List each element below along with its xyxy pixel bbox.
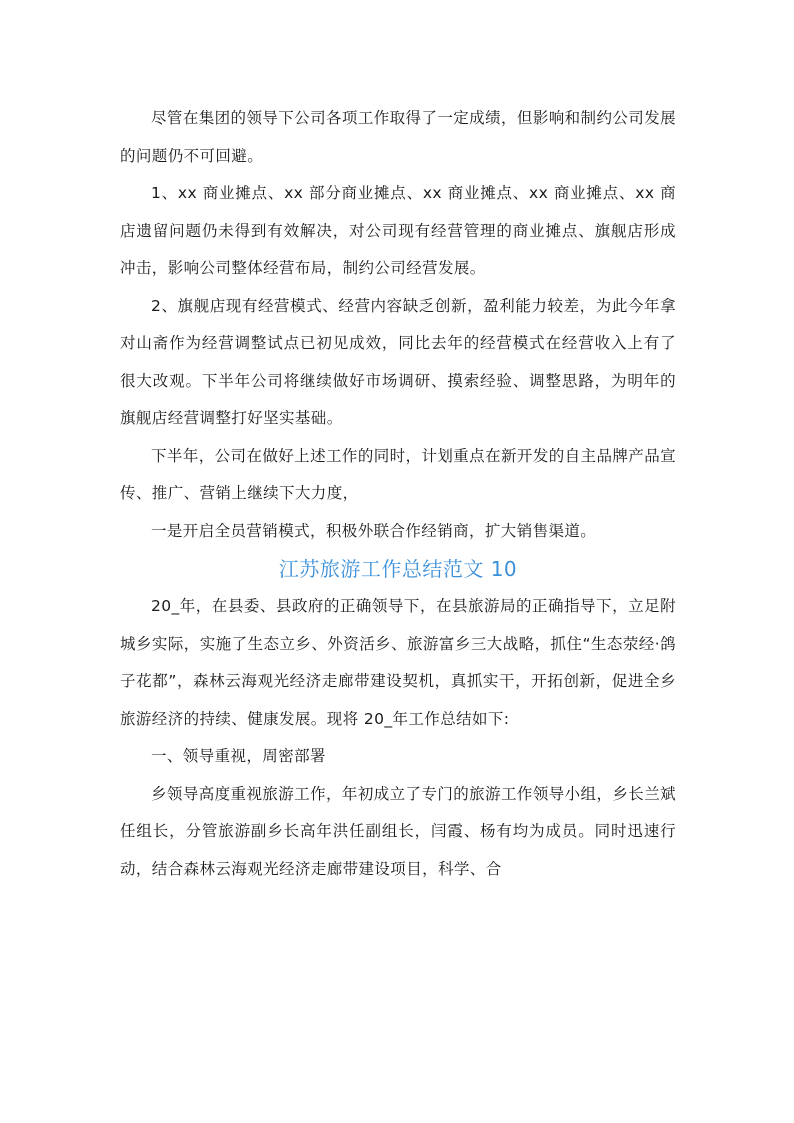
section-heading: 江苏旅游工作总结范文 10 — [278, 557, 518, 581]
paragraph-sales-mode: 一是开启全员营销模式，积极外联合作经销商，扩大销售渠道。 — [151, 521, 597, 540]
paragraph-subheading-leadership: 一、领导重视，周密部署 — [151, 747, 326, 765]
paragraph-problems-intro: 尽管在集团的领导下公司各项工作取得了一定成绩，但影响和制约公司发展的问题仍不可回避。 — [120, 109, 676, 165]
paragraph-second-half-plan: 下半年，公司在做好上述工作的同时，计划重点在新开发的自主品牌产品宣传、推广、营销上继续下大力度， — [120, 446, 676, 502]
paragraph-issue-1: 1、xx 商业摊点、xx 部分商业摊点、xx 商业摊点、xx 商业摊点、xx 商店遗留问题仍未得到有效解决，对公司现有经营管理的商业摊点、旗舰店形成冲击，影响公司整体经营布局，制约公司经营发展。 — [120, 184, 676, 277]
paragraph-issue-2: 2、旗舰店现有经营模式、经营内容缺乏创新，盈利能力较差，为此今年拿对山斋作为经营调整试点已初见成效，同比去年的经营模式在经营收入上有了很大改观。下半年公司将继续做好市场调研、摸索经验、调整思路，为明年的旗舰店经营调整打好坚实基础。 — [120, 296, 676, 427]
paragraph-leadership-detail: 乡领导高度重视旅游工作，年初成立了专门的旅游工作领导小组，乡长兰斌任组长，分管旅游副乡长高年洪任副组长，闫霞、杨有均为成员。同时迅速行动，结合森林云海观光经济走廊带建设项目，科学、合 — [120, 784, 676, 878]
document-page — [120, 100, 676, 888]
paragraph-summary-intro: 20_年，在县委、县政府的正确领导下，在县旅游局的正确指导下，立足附城乡实际，实施了生态立乡、外资活乡、旅游富乡三大战略，抓住“生态荥经·鸽子花都”，森林云海观光经济走廊带建设契机，真抓实干，开拓创新，促进全乡旅游经济的持续、健康发展。现将 20_年工作总结如下: — [120, 597, 676, 728]
